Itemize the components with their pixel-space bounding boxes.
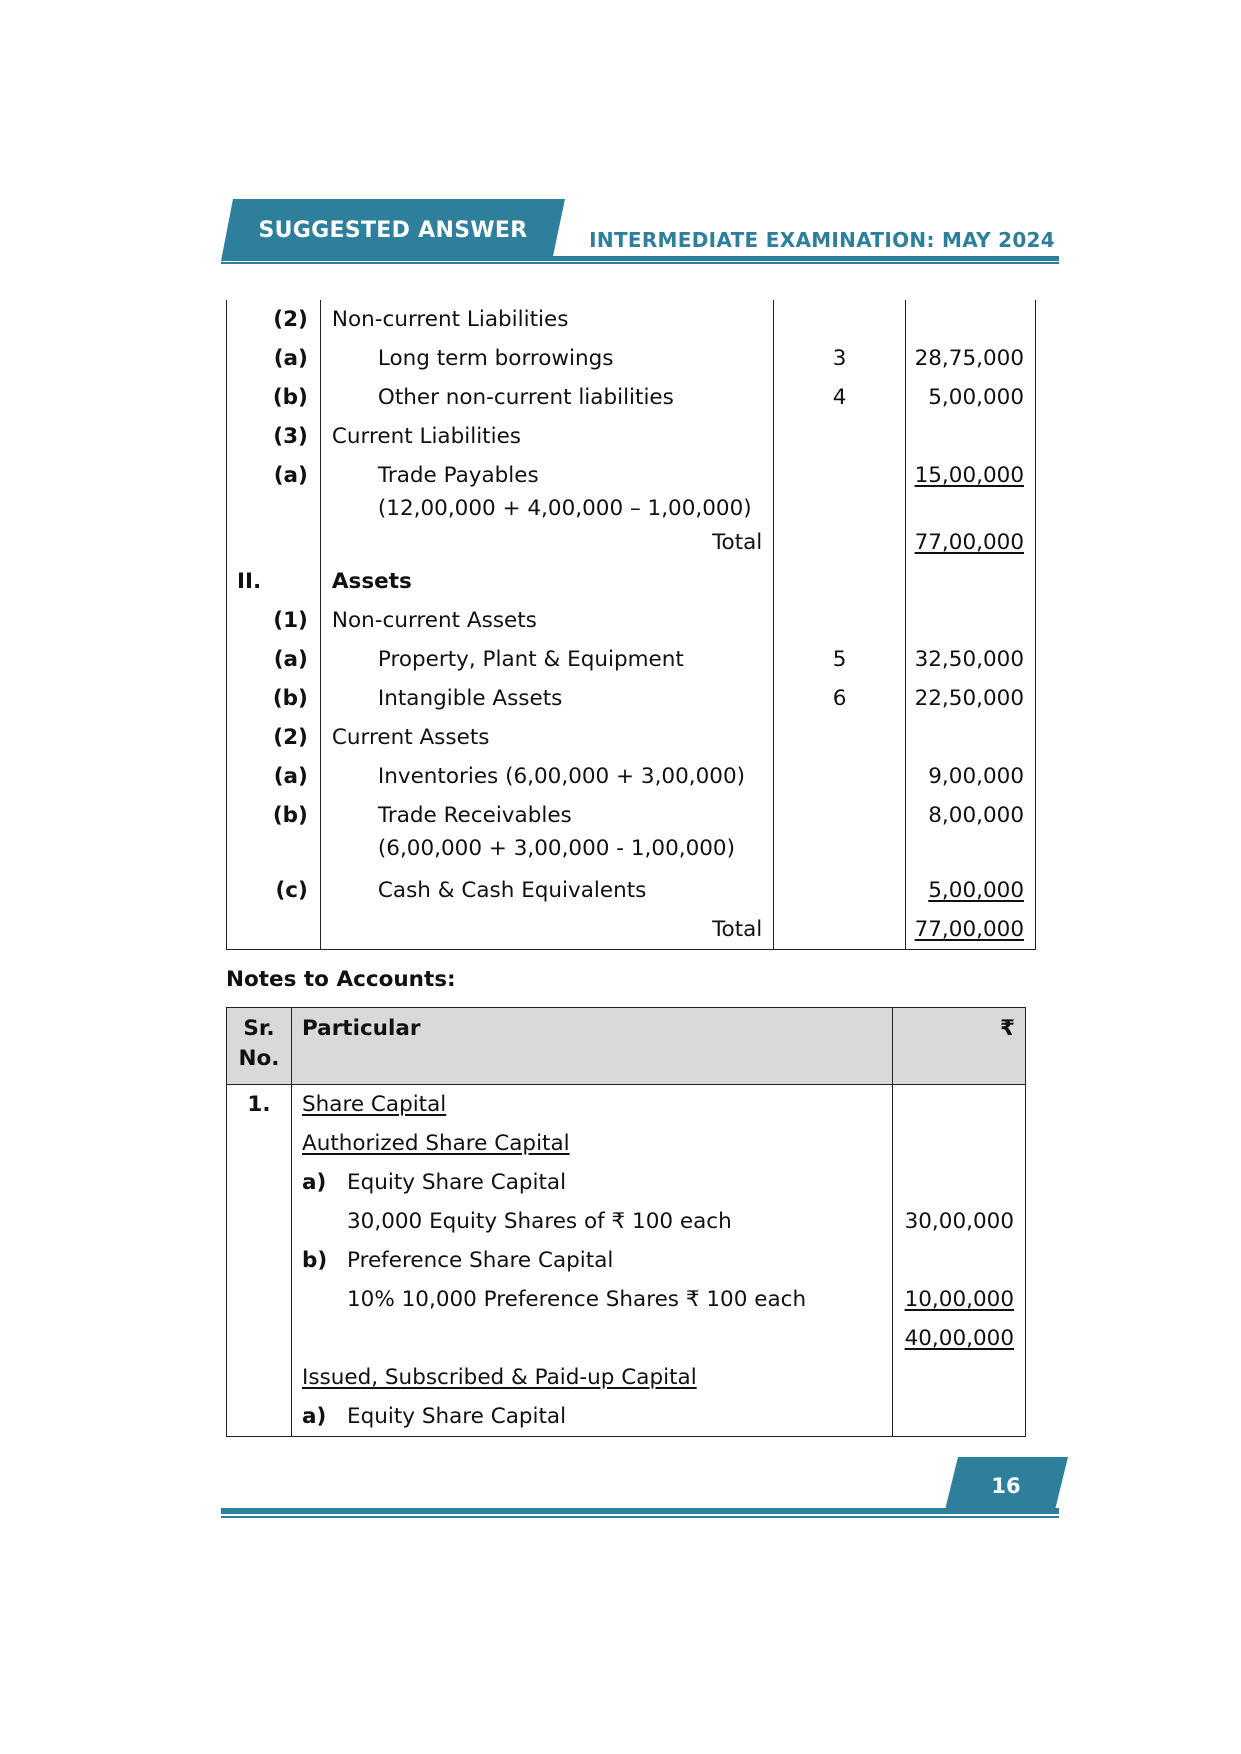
row-note: 4	[774, 378, 906, 417]
row-particular	[292, 1397, 893, 1437]
row-note	[774, 796, 906, 871]
header-tab-label: SUGGESTED ANSWER	[258, 217, 528, 243]
row-amount	[893, 1397, 1026, 1437]
row-particular	[292, 1319, 893, 1358]
row-particular	[320, 796, 773, 871]
row-amount: 5,00,000	[906, 378, 1036, 417]
row-number	[227, 523, 321, 562]
table-row	[227, 796, 1036, 871]
row-particular	[292, 1163, 893, 1202]
row-amount: 32,50,000	[906, 640, 1036, 679]
row-amount	[893, 1085, 1026, 1125]
item-text: Preference Share Capital	[347, 1248, 614, 1273]
row-sr	[227, 1280, 292, 1319]
note-subheading: Issued, Subscribed & Paid-up Capital	[302, 1365, 697, 1390]
total-label: Total	[320, 523, 773, 562]
notes-table	[226, 1007, 1026, 1437]
row-number: (2)	[227, 300, 321, 339]
row-sr	[227, 1163, 292, 1202]
header-rule	[548, 256, 1059, 261]
table-row	[227, 562, 1036, 601]
row-amount	[893, 1241, 1026, 1280]
row-amount	[906, 910, 1036, 950]
row-sr	[227, 1319, 292, 1358]
header-sr-no	[227, 1008, 292, 1085]
row-particular: Non-current Assets	[320, 601, 773, 640]
row-amount	[906, 456, 1036, 523]
row-particular-line2: (12,00,000 + 4,00,000 – 1,00,000)	[377, 496, 752, 521]
row-particular: Current Assets	[320, 718, 773, 757]
row-note	[774, 718, 906, 757]
row-amount	[906, 601, 1036, 640]
row-sr	[227, 1124, 292, 1163]
note-subheading: Authorized Share Capital	[302, 1131, 570, 1156]
table-row	[227, 1358, 1026, 1397]
row-amount	[906, 417, 1036, 456]
row-particular: Other non-current liabilities	[320, 378, 773, 417]
row-note	[774, 871, 906, 910]
row-particular	[320, 456, 773, 523]
row-note	[774, 910, 906, 950]
header-sr-line2: No.	[238, 1046, 280, 1071]
table-row	[227, 523, 1036, 562]
table-row	[227, 417, 1036, 456]
row-amount: 9,00,000	[906, 757, 1036, 796]
row-particular: Current Liabilities	[320, 417, 773, 456]
row-amount	[906, 718, 1036, 757]
row-amount	[893, 1280, 1026, 1319]
table-row	[227, 640, 1036, 679]
row-particular-line2: (6,00,000 + 3,00,000 - 1,00,000)	[377, 836, 736, 861]
total-amount: 77,00,000	[914, 917, 1024, 942]
row-note	[774, 456, 906, 523]
row-sr	[227, 1358, 292, 1397]
row-particular: 30,000 Equity Shares of ₹ 100 each	[292, 1202, 893, 1241]
row-number: (b)	[227, 378, 321, 417]
table-row	[227, 1319, 1026, 1358]
row-amount	[893, 1163, 1026, 1202]
row-number: II.	[227, 562, 321, 601]
row-number: (1)	[227, 601, 321, 640]
row-number: (3)	[227, 417, 321, 456]
table-row	[227, 1280, 1026, 1319]
table-row	[227, 679, 1036, 718]
item-label: a)	[302, 1170, 327, 1195]
row-amount: 28,75,000	[906, 339, 1036, 378]
table-row	[227, 601, 1036, 640]
table-row	[227, 910, 1036, 950]
table-header-row	[227, 1008, 1026, 1085]
amount-underlined: 15,00,000	[914, 463, 1024, 488]
row-note: 3	[774, 339, 906, 378]
row-particular	[292, 1358, 893, 1397]
total-amount: 77,00,000	[914, 530, 1024, 555]
subtotal-amount: 40,00,000	[904, 1326, 1014, 1351]
row-particular: Property, Plant & Equipment	[320, 640, 773, 679]
row-number: (c)	[227, 871, 321, 910]
table-row	[227, 339, 1036, 378]
row-amount: 30,00,000	[893, 1202, 1026, 1241]
note-heading: Share Capital	[302, 1092, 447, 1117]
row-amount	[906, 300, 1036, 339]
row-amount	[893, 1358, 1026, 1397]
row-note	[774, 417, 906, 456]
row-particular: 10% 10,000 Preference Shares ₹ 100 each	[292, 1280, 893, 1319]
table-row	[227, 1397, 1026, 1437]
row-particular: Cash & Cash Equivalents	[320, 871, 773, 910]
table-row	[227, 1085, 1026, 1125]
row-sr	[227, 1202, 292, 1241]
amount-underlined: 10,00,000	[904, 1287, 1014, 1312]
row-note	[774, 757, 906, 796]
row-sr	[227, 1241, 292, 1280]
row-number: (a)	[227, 757, 321, 796]
item-text: Equity Share Capital	[347, 1170, 567, 1195]
footer-rule	[221, 1508, 1059, 1514]
item-text: Equity Share Capital	[347, 1404, 567, 1429]
row-particular: Intangible Assets	[320, 679, 773, 718]
row-number: (a)	[227, 339, 321, 378]
row-number: (a)	[227, 640, 321, 679]
row-sr	[227, 1397, 292, 1437]
header-rule-thin	[221, 262, 1059, 264]
row-particular: Non-current Liabilities	[320, 300, 773, 339]
row-note	[774, 300, 906, 339]
row-number: (b)	[227, 679, 321, 718]
row-sr: 1.	[227, 1085, 292, 1125]
row-particular-line1: Trade Payables	[377, 463, 539, 488]
header-rupee: ₹	[893, 1008, 1026, 1085]
footer-rule-thin	[221, 1516, 1059, 1518]
header-particular: Particular	[292, 1008, 893, 1085]
row-number	[227, 910, 321, 950]
row-particular	[292, 1085, 893, 1125]
row-particular: Inventories (6,00,000 + 3,00,000)	[320, 757, 773, 796]
table-row	[227, 1163, 1026, 1202]
table-row	[227, 456, 1036, 523]
notes-title: Notes to Accounts:	[226, 967, 456, 992]
table-row	[227, 378, 1036, 417]
row-particular-line1: Trade Receivables	[377, 803, 572, 828]
table-row	[227, 300, 1036, 339]
table-row	[227, 1241, 1026, 1280]
row-amount	[893, 1124, 1026, 1163]
row-note	[774, 523, 906, 562]
row-note: 6	[774, 679, 906, 718]
table-row	[227, 757, 1036, 796]
row-note	[774, 562, 906, 601]
row-amount: 8,00,000	[906, 796, 1036, 871]
exam-title: INTERMEDIATE EXAMINATION: MAY 2024	[589, 228, 1055, 252]
section-heading: Assets	[320, 562, 773, 601]
balance-sheet-table	[226, 300, 1036, 950]
row-amount	[906, 562, 1036, 601]
row-amount	[906, 523, 1036, 562]
row-amount	[893, 1319, 1026, 1358]
row-note: 5	[774, 640, 906, 679]
table-row	[227, 1202, 1026, 1241]
row-particular: Long term borrowings	[320, 339, 773, 378]
row-amount: 22,50,000	[906, 679, 1036, 718]
header-sr-line1: Sr.	[243, 1016, 275, 1041]
page-number: 16	[991, 1473, 1021, 1498]
row-particular	[292, 1124, 893, 1163]
total-label: Total	[320, 910, 773, 950]
row-amount	[906, 871, 1036, 910]
row-number: (a)	[227, 456, 321, 523]
table-row	[227, 1124, 1026, 1163]
table-row	[227, 718, 1036, 757]
table-row	[227, 871, 1036, 910]
item-label: a)	[302, 1404, 327, 1429]
row-number: (b)	[227, 796, 321, 871]
row-particular	[292, 1241, 893, 1280]
row-number: (2)	[227, 718, 321, 757]
row-note	[774, 601, 906, 640]
amount-underlined: 5,00,000	[928, 878, 1024, 903]
item-label: b)	[302, 1248, 328, 1273]
